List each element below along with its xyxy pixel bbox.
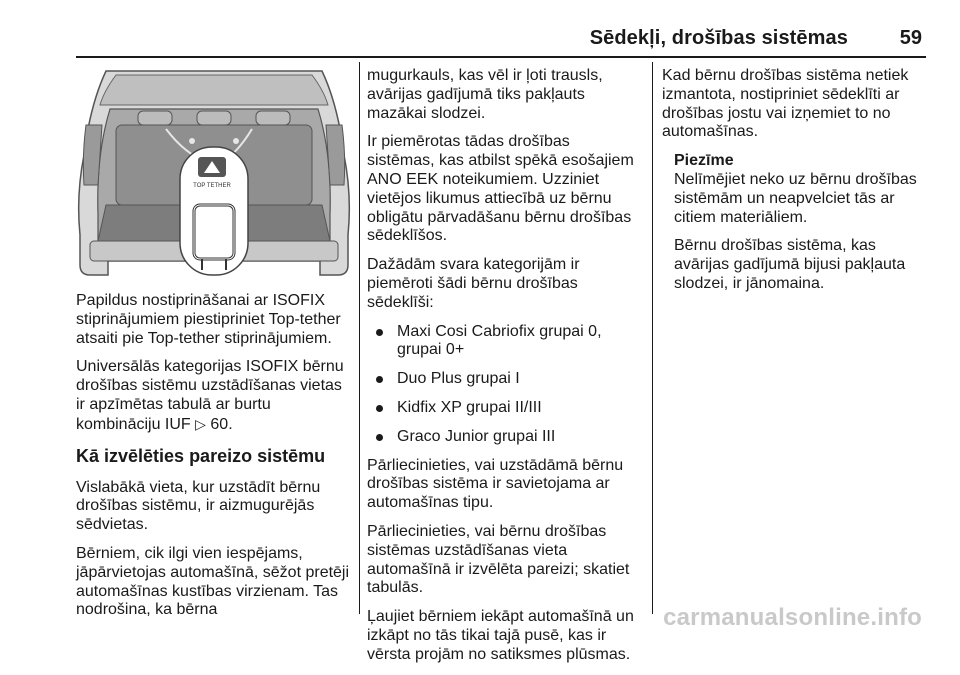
page-title: Sēdekļi, drošības sistēmas: [589, 27, 848, 49]
note-block: [674, 152, 934, 294]
list-item: [367, 428, 635, 447]
list-item-text: Maxi Cosi Cabriofix grupai 0, grupai 0+: [397, 322, 602, 359]
note-text: Bērnu drošības sistēma, kas avārijas gadījumā bijusi pakļauta slodzei, ir jānomaina.: [674, 237, 906, 292]
column-divider: [652, 62, 653, 614]
header-rule: [76, 56, 926, 58]
column-1: [76, 292, 352, 630]
bullet-icon: [376, 434, 383, 441]
paragraph: Dažādām svara kategorijām ir piemēroti šādi bērnu drošības sēdeklīši:: [367, 256, 580, 311]
paragraph: Pārliecinieties, vai bērnu drošības sistēmas uzstādīšanas vieta automašīnā ir izvēlēta pareizi; skatiet tabulās.: [367, 522, 630, 597]
list-item: [367, 399, 635, 418]
note-text: Nelīmējiet neko uz bērnu drošības sistēmām un neapvelciet tās ar citiem materiāliem.: [674, 170, 917, 226]
paragraph: Bērniem, cik ilgi vien iespējams, jāpārvietojas automašīnā, sēžot pretēji automašīnas kustības virzienam. Tas nodrošina, ka bērna: [76, 544, 350, 619]
page-ref: 60.: [210, 415, 233, 433]
paragraph: Papildus nostiprināšanai ar ISOFIX stiprinājumiem piestipriniet Top-tether atsaiti pie Top-tether stiprinājumiem.: [76, 292, 341, 347]
page-header: [0, 0, 960, 60]
bullet-icon: [376, 376, 383, 383]
page-number: 59: [899, 27, 922, 49]
figure-label: TOP TETHER: [193, 183, 231, 189]
car-trunk-illustration-svg: [76, 65, 352, 279]
list-item-text: Duo Plus grupai I: [397, 370, 520, 388]
list-item: [367, 323, 635, 361]
list-item-text: Kidfix XP grupai II/III: [397, 398, 542, 416]
column-divider: [359, 62, 360, 614]
paragraph: [76, 358, 352, 434]
watermark: carmanualsonline.info: [663, 604, 922, 631]
paragraph-text: Universālās kategorijas ISOFIX bērnu drošības sistēmu uzstādīšanas vietas ir apzīmētas tabulā ar burtu kombināciju IUF: [76, 358, 344, 433]
column-3: [662, 67, 934, 304]
bullet-icon: [376, 329, 383, 336]
paragraph: Ir piemērotas tādas drošības sistēmas, kas atbilst spēkā esošajiem ANO EEK noteikumiem. Uzziniet vietējos likumus attiecībā uz bērnu obligātu pārvadāšanu bērnu drošības sēdeklīšos.: [367, 133, 634, 245]
section-heading: Kā izvēlēties pareizo sistēmu: [76, 445, 326, 466]
paragraph: Pārliecinieties, vai uzstādāmā bērnu drošības sistēma ir savietojama ar automašīnas tipu.: [367, 456, 624, 512]
column-2: [367, 67, 635, 675]
paragraph: Kad bērnu drošības sistēma netiek izmantota, nostipriniet sēdeklīti ar drošības jostu vai izņemiet to no automašīnas.: [662, 67, 909, 141]
paragraph: Ļaujiet bērniem iekāpt automašīnā un izkāpt no tās tikai tajā pusē, kas ir vērsta projām no satiksmes plūsmas.: [367, 608, 634, 663]
note-title: Piezīme: [674, 152, 734, 170]
page-ref-arrow-icon: ▷: [195, 415, 206, 432]
child-seat-list: [367, 323, 635, 447]
paragraph: mugurkauls, kas vēl ir ļoti trausls, avārijas gadījumā tiks pakļauts mazākai slodzei.: [367, 67, 603, 122]
list-item: [367, 370, 635, 389]
bullet-icon: [376, 405, 383, 412]
paragraph: Vislabākā vieta, kur uzstādīt bērnu drošības sistēmu, ir aizmugurējās sēdvietas.: [76, 478, 321, 534]
list-item-text: Graco Junior grupai III: [397, 427, 556, 445]
car-trunk-illustration: [76, 65, 352, 279]
